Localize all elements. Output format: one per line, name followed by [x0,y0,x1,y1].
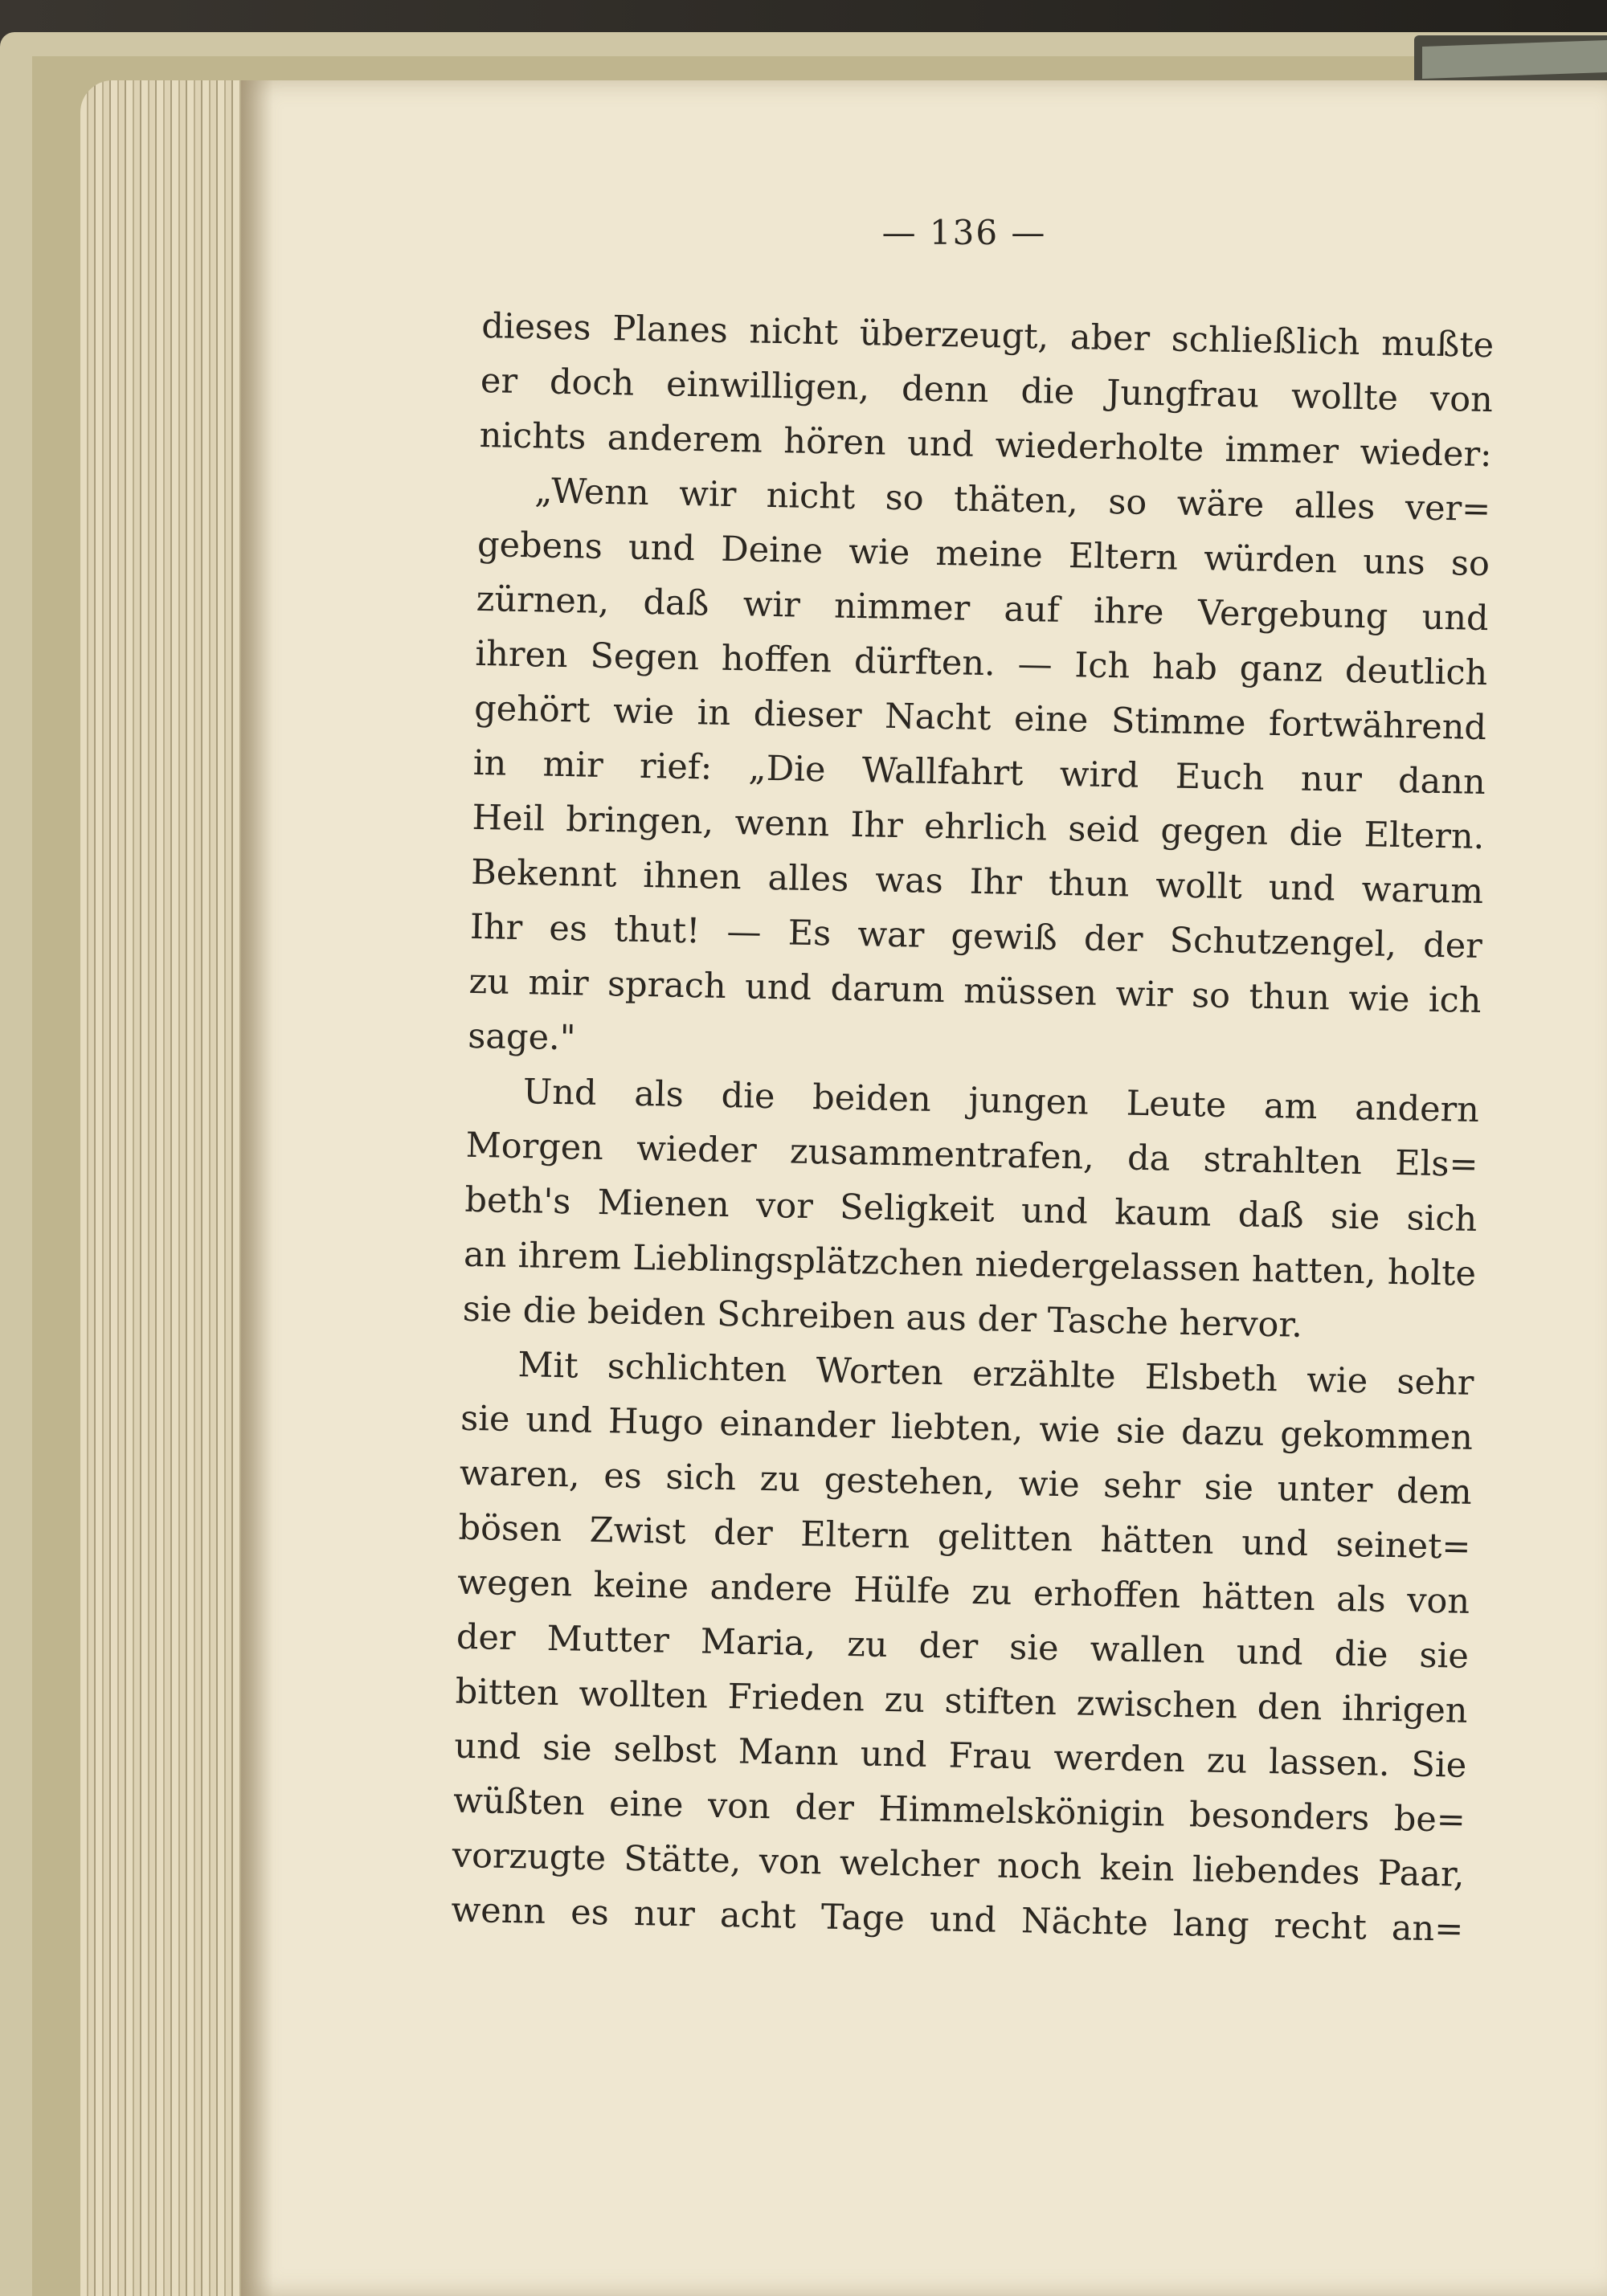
text-line: bitten wollten Frieden zu stiften zwischen den ihrigen [455,1671,1468,1731]
page-block-edges [80,80,249,2296]
text-line: vorzugte Stätte, von welcher noch kein liebendes Paar, [452,1835,1466,1895]
page-gutter-shadow [241,80,273,2296]
text-line: beth's Mienen vor Seligkeit und kaum daß sie sich [464,1179,1478,1240]
text-line: sie die beiden Schreiben aus der Tasche hervor. [462,1289,1303,1346]
text-line: wüßten eine von der Himmelskönigin besonders be= [452,1780,1466,1840]
body-text [451,299,1495,1957]
text-line: in mir rief: „Die Wallfahrt wird Euch nur dann [472,742,1486,803]
text-line: wegen keine andere Hülfe zu erhoffen hätten als von [456,1562,1470,1622]
text-line: Morgen wieder zusammentrafen, da strahlten Els= [465,1125,1479,1185]
text-line: sage." [467,1015,576,1059]
text-line: zürnen, daß wir nimmer auf ihre Vergebung und [476,578,1490,639]
text-line: er doch einwilligen, denn die Jungfrau wollte von [480,360,1494,421]
text-line: bösen Zwist der Eltern gelitten hätten und seinet= [458,1507,1471,1567]
text-line: zu mir sprach und darum müssen wir so thun wie ich [468,961,1482,1022]
text-line: der Mutter Maria, zu der sie wallen und die sie [456,1616,1470,1677]
text-line: und sie selbst Mann und Frau werden zu lassen. Sie [453,1726,1467,1786]
text-line: gebens und Deine wie meine Eltern würden uns so [476,524,1490,585]
text-line: „Wenn wir nicht so thäten, so wäre alles ver= [534,471,1491,530]
text-line: waren, es sich zu gestehen, wie sehr sie unter dem [459,1452,1473,1513]
text-line: Bekennt ihnen alles was Ihr thun wollt und warum [470,852,1484,913]
text-line: an ihrem Lieblingsplätzchen niedergelassen hatten, holte [463,1234,1477,1294]
spine-label-inner [1422,40,1607,79]
text-line: sie und Hugo einander liebten, wie sie dazu gekommen [460,1398,1474,1458]
text-line: ihren Segen hoffen dürften. — Ich hab ganz deutlich [475,633,1488,694]
text-line: Ihr es thut! — Es war gewiß der Schutzengel, der [469,906,1483,967]
text-line: Heil bringen, wenn Ihr ehrlich seid gegen die Eltern. [472,797,1485,858]
text-line: dieses Planes nicht überzeugt, aber schließlich mußte [480,305,1495,366]
text-line: nichts anderem hören und wiederholte immer wieder: [479,415,1492,476]
page-number: — 136 — [881,213,1047,252]
text-line: gehört wie in dieser Nacht eine Stimme fortwährend [473,688,1487,749]
text-line: Und als die beiden jungen Leute am andern [522,1072,1480,1131]
text-line: Mit schlichten Worten erzählte Elsbeth wie sehr [517,1345,1474,1403]
text-line: wenn es nur acht Tage und Nächte lang recht an= [451,1890,1464,1950]
